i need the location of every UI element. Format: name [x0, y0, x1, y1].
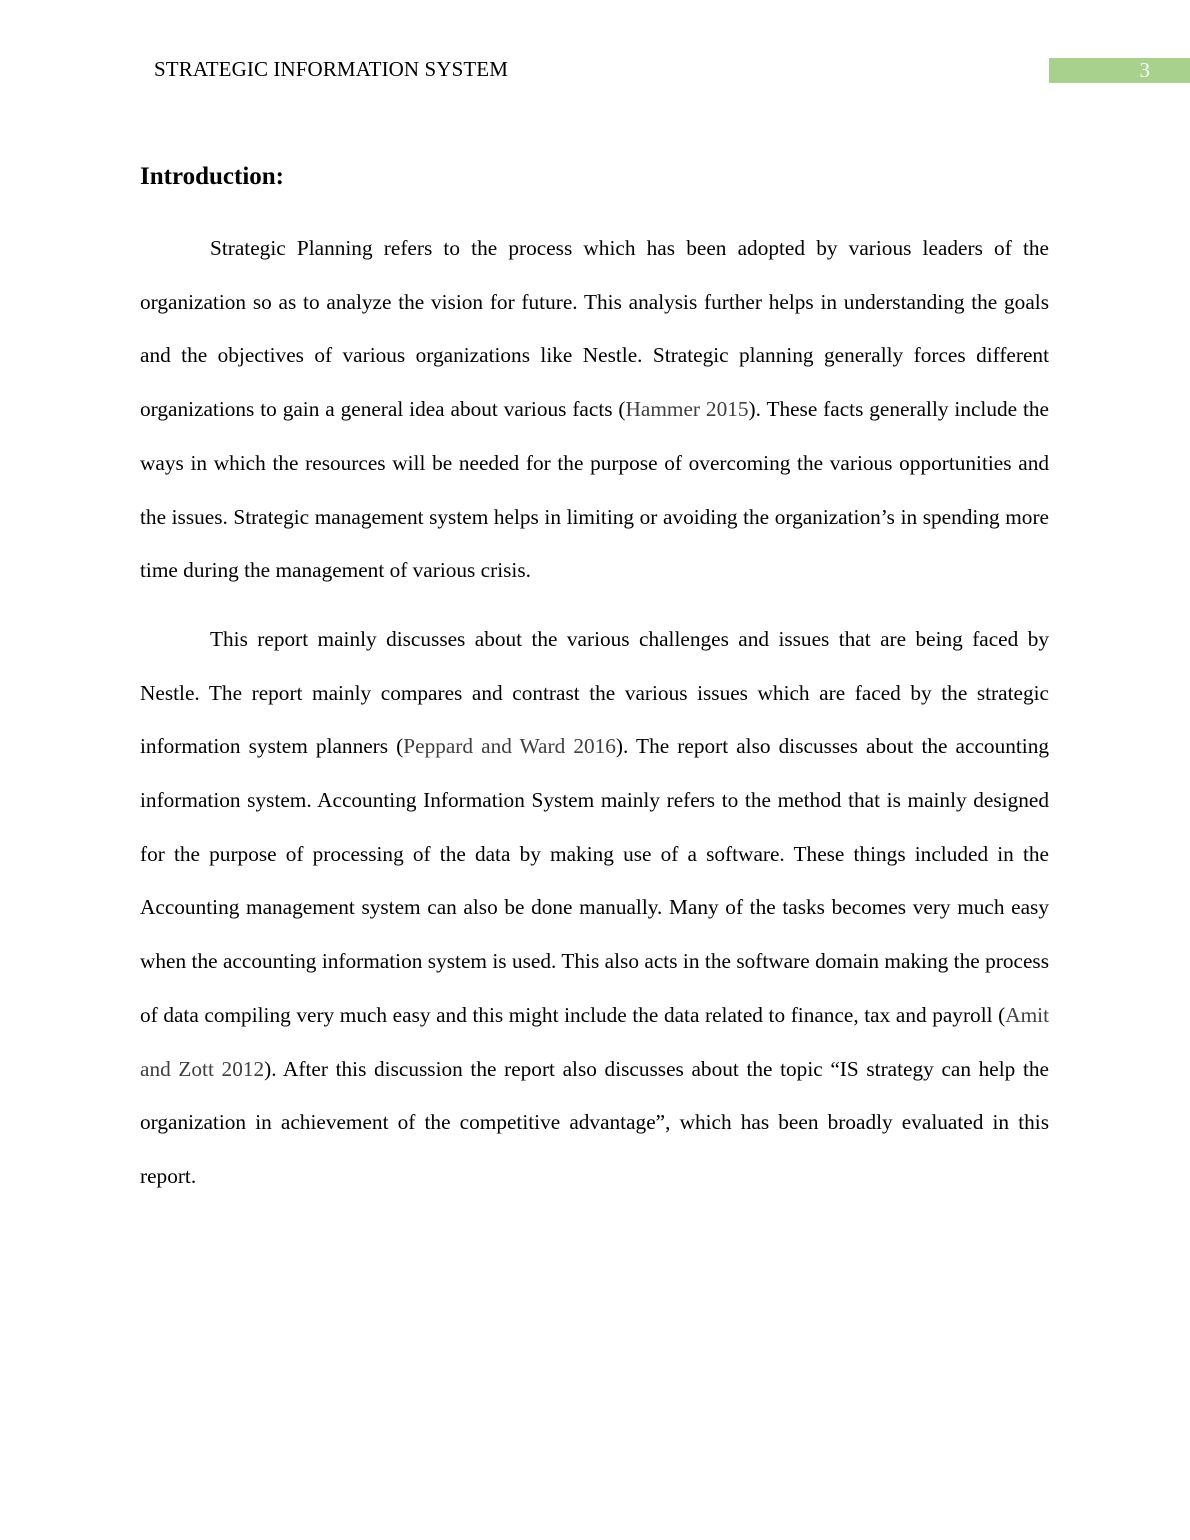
paragraph-1	[140, 222, 1049, 598]
text: ). These facts generally include the ways in which the resources will be needed for the purpose of overcoming the various opportunities and the issues. Strategic management system helps in limiting or avoiding the organization’s in spending more time during the management of various crisis.	[140, 397, 1049, 583]
running-head-title: STRATEGIC INFORMATION SYSTEM	[154, 57, 508, 81]
page-number: 3	[1049, 58, 1190, 83]
section-heading: Introduction:	[140, 163, 285, 190]
citation: Peppard and Ward 2016	[403, 734, 616, 759]
paragraph-2	[140, 613, 1049, 1204]
text: Strategic Planning refers to the process which has been adopted by various leaders of the organization so as to analyze the vision for future. This analysis further helps in understanding the goals and the objectives of various organizations like Nestle. Strategic planning generally forces different organizations to gain a general idea about various facts (	[140, 236, 1049, 422]
text: ). After this discussion the report also discusses about the topic “IS strategy can help the organization in achievement of the competitive advantage”, which has been broadly evaluated in this report.	[140, 1056, 1049, 1188]
text: This report mainly discusses about the various challenges and issues that are being faced by Nestle. The report mainly compares and contrast the various issues which are faced by the strategic information system planners (	[140, 626, 1049, 759]
citation: Hammer 2015	[625, 397, 749, 422]
citation: Amit and Zott 2012	[140, 1002, 1049, 1081]
document-body	[140, 222, 1049, 1219]
text: ). The report also discusses about the accounting information system. Accounting Information System mainly refers to the method that is mainly designed for the purpose of processing of the data by making use of a software. These things included in the Accounting management system can also be done manually. Many of the tasks becomes very much easy when the accounting information system is used. This also acts in the software domain making the process of data compiling very much easy and this might include the data related to finance, tax and payroll (	[140, 734, 1049, 1027]
